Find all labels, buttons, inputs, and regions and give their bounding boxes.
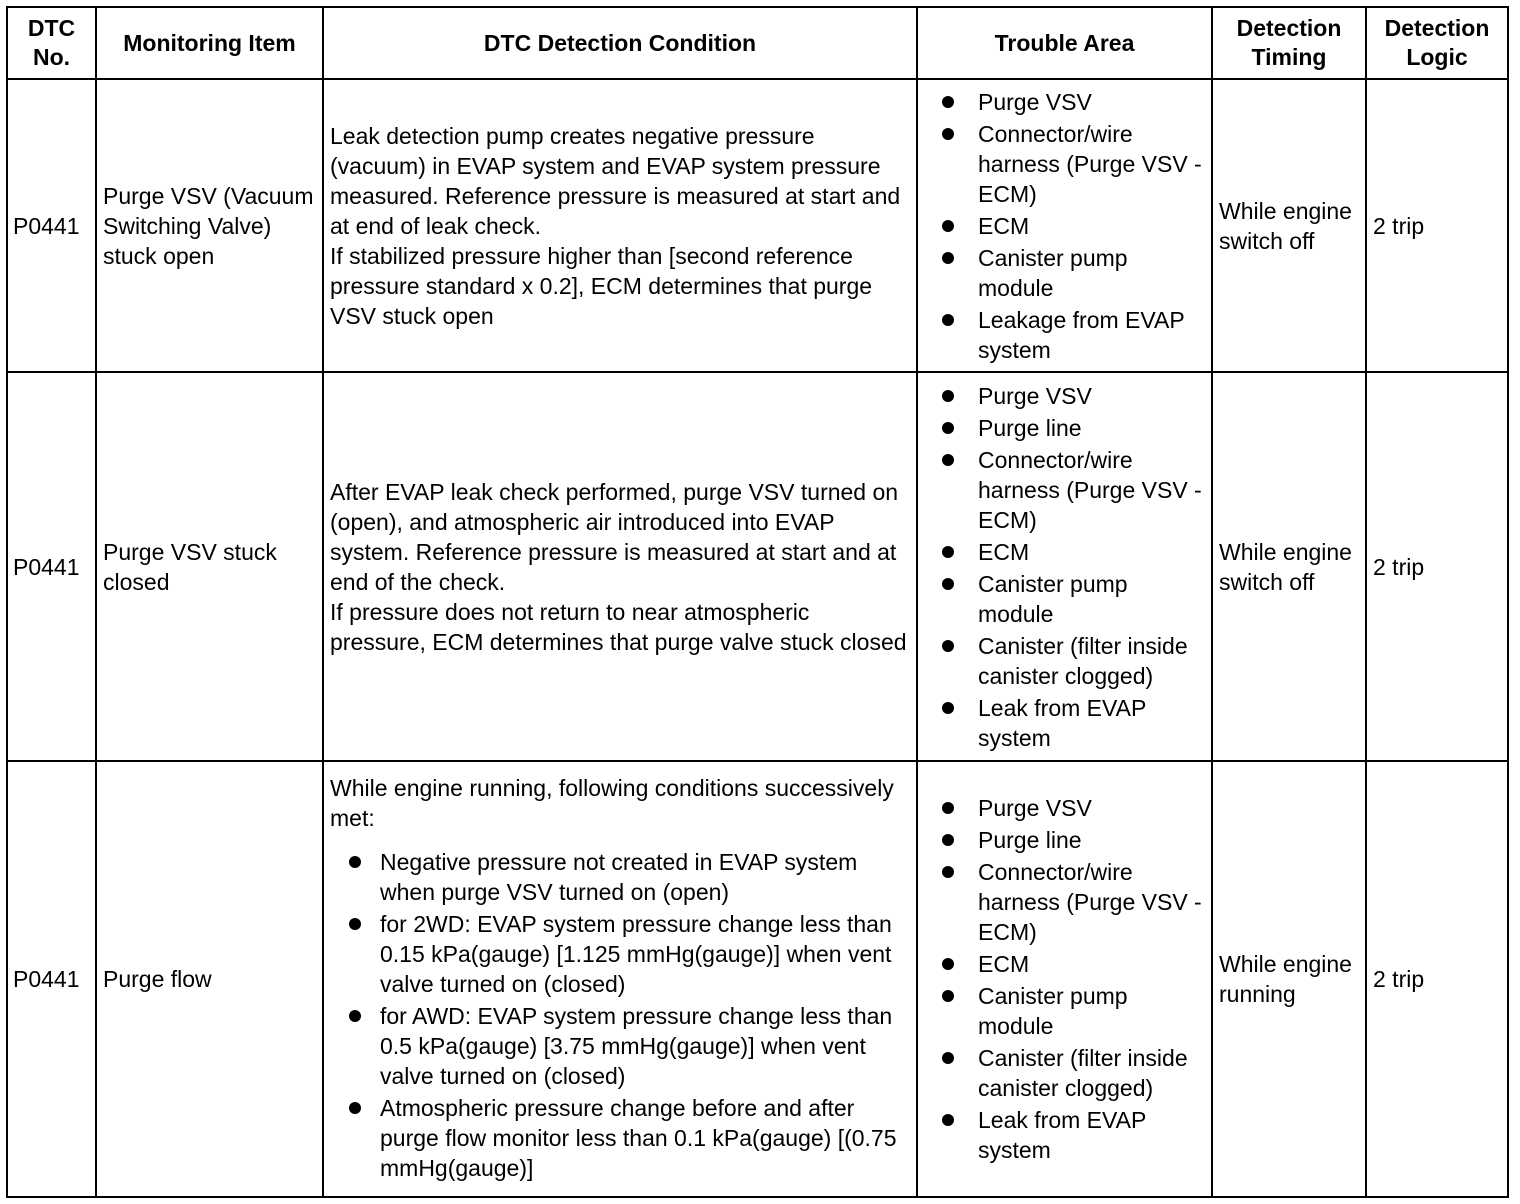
list-item: Purge line [924, 413, 1205, 443]
condition-list [330, 847, 910, 1183]
dtc-code: P0441 [7, 761, 96, 1197]
list-item: Connector/wire harness (Purge VSV - ECM) [924, 119, 1205, 209]
monitoring-item: Purge flow [96, 761, 323, 1197]
dtc-table-container [6, 6, 1509, 1198]
list-item: Connector/wire harness (Purge VSV - ECM) [924, 445, 1205, 535]
list-item: Leak from EVAP system [924, 1105, 1205, 1165]
header-detection-condition: DTC Detection Condition [323, 7, 917, 79]
detection-condition [323, 372, 917, 761]
detection-logic: 2 trip [1366, 761, 1508, 1197]
header-detection-logic: Detection Logic [1366, 7, 1508, 79]
list-item: Connector/wire harness (Purge VSV - ECM) [924, 857, 1205, 947]
condition-paragraph: If stabilized pressure higher than [second reference pressure standard x 0.2], ECM determines that purge VSV stuck open [330, 242, 873, 329]
header-trouble-area: Trouble Area [917, 7, 1212, 79]
monitoring-item: Purge VSV (Vacuum Switching Valve) stuck open [96, 79, 323, 372]
condition-intro: While engine running, following conditions successively met: [330, 775, 894, 831]
dtc-code: P0441 [7, 79, 96, 372]
condition-paragraph: After EVAP leak check performed, purge VSV turned on (open), and atmospheric air introduced into EVAP system. Reference pressure is measured at start and at end of the check. [330, 478, 899, 595]
list-item: for 2WD: EVAP system pressure change less than 0.15 kPa(gauge) [1.125 mmHg(gauge)] when vent valve turned on (closed) [330, 909, 910, 999]
condition-paragraph: If pressure does not return to near atmospheric pressure, ECM determines that purge valve stuck closed [330, 598, 907, 655]
list-item: Atmospheric pressure change before and after purge flow monitor less than 0.1 kPa(gauge) [(0.75 mmHg(gauge)] [330, 1093, 910, 1183]
list-item: ECM [924, 537, 1205, 567]
dtc-code: P0441 [7, 372, 96, 761]
detection-condition [323, 79, 917, 372]
condition-paragraph: Leak detection pump creates negative pressure (vacuum) in EVAP system and EVAP system pressure measured. Reference pressure is measured at start and at end of leak check. [330, 122, 901, 239]
trouble-area-list [924, 87, 1205, 365]
list-item: Canister pump module [924, 981, 1205, 1041]
list-item: Canister (filter inside canister clogged) [924, 1043, 1205, 1103]
detection-logic: 2 trip [1366, 79, 1508, 372]
header-detection-timing: Detection Timing [1212, 7, 1366, 79]
header-monitoring-item: Monitoring Item [96, 7, 323, 79]
table-row [7, 372, 1508, 761]
list-item: Leakage from EVAP system [924, 305, 1205, 365]
monitoring-item: Purge VSV stuck closed [96, 372, 323, 761]
trouble-area [917, 761, 1212, 1197]
trouble-area [917, 372, 1212, 761]
list-item: Purge line [924, 825, 1205, 855]
list-item: Canister (filter inside canister clogged) [924, 631, 1205, 691]
detection-condition [323, 761, 917, 1197]
header-dtc-no: DTC No. [7, 7, 96, 79]
detection-timing: While engine running [1212, 761, 1366, 1197]
trouble-area [917, 79, 1212, 372]
dtc-table [6, 6, 1509, 1198]
list-item: Canister pump module [924, 243, 1205, 303]
trouble-area-list [924, 381, 1205, 753]
list-item: ECM [924, 211, 1205, 241]
list-item: Purge VSV [924, 87, 1205, 117]
list-item: Canister pump module [924, 569, 1205, 629]
detection-timing: While engine switch off [1212, 372, 1366, 761]
list-item: for AWD: EVAP system pressure change less than 0.5 kPa(gauge) [3.75 mmHg(gauge)] when vent valve turned on (closed) [330, 1001, 910, 1091]
trouble-area-list [924, 793, 1205, 1165]
header-row [7, 7, 1508, 79]
table-row [7, 761, 1508, 1197]
detection-timing: While engine switch off [1212, 79, 1366, 372]
list-item: ECM [924, 949, 1205, 979]
list-item: Leak from EVAP system [924, 693, 1205, 753]
list-item: Negative pressure not created in EVAP system when purge VSV turned on (open) [330, 847, 910, 907]
detection-logic: 2 trip [1366, 372, 1508, 761]
list-item: Purge VSV [924, 381, 1205, 411]
list-item: Purge VSV [924, 793, 1205, 823]
table-row [7, 79, 1508, 372]
